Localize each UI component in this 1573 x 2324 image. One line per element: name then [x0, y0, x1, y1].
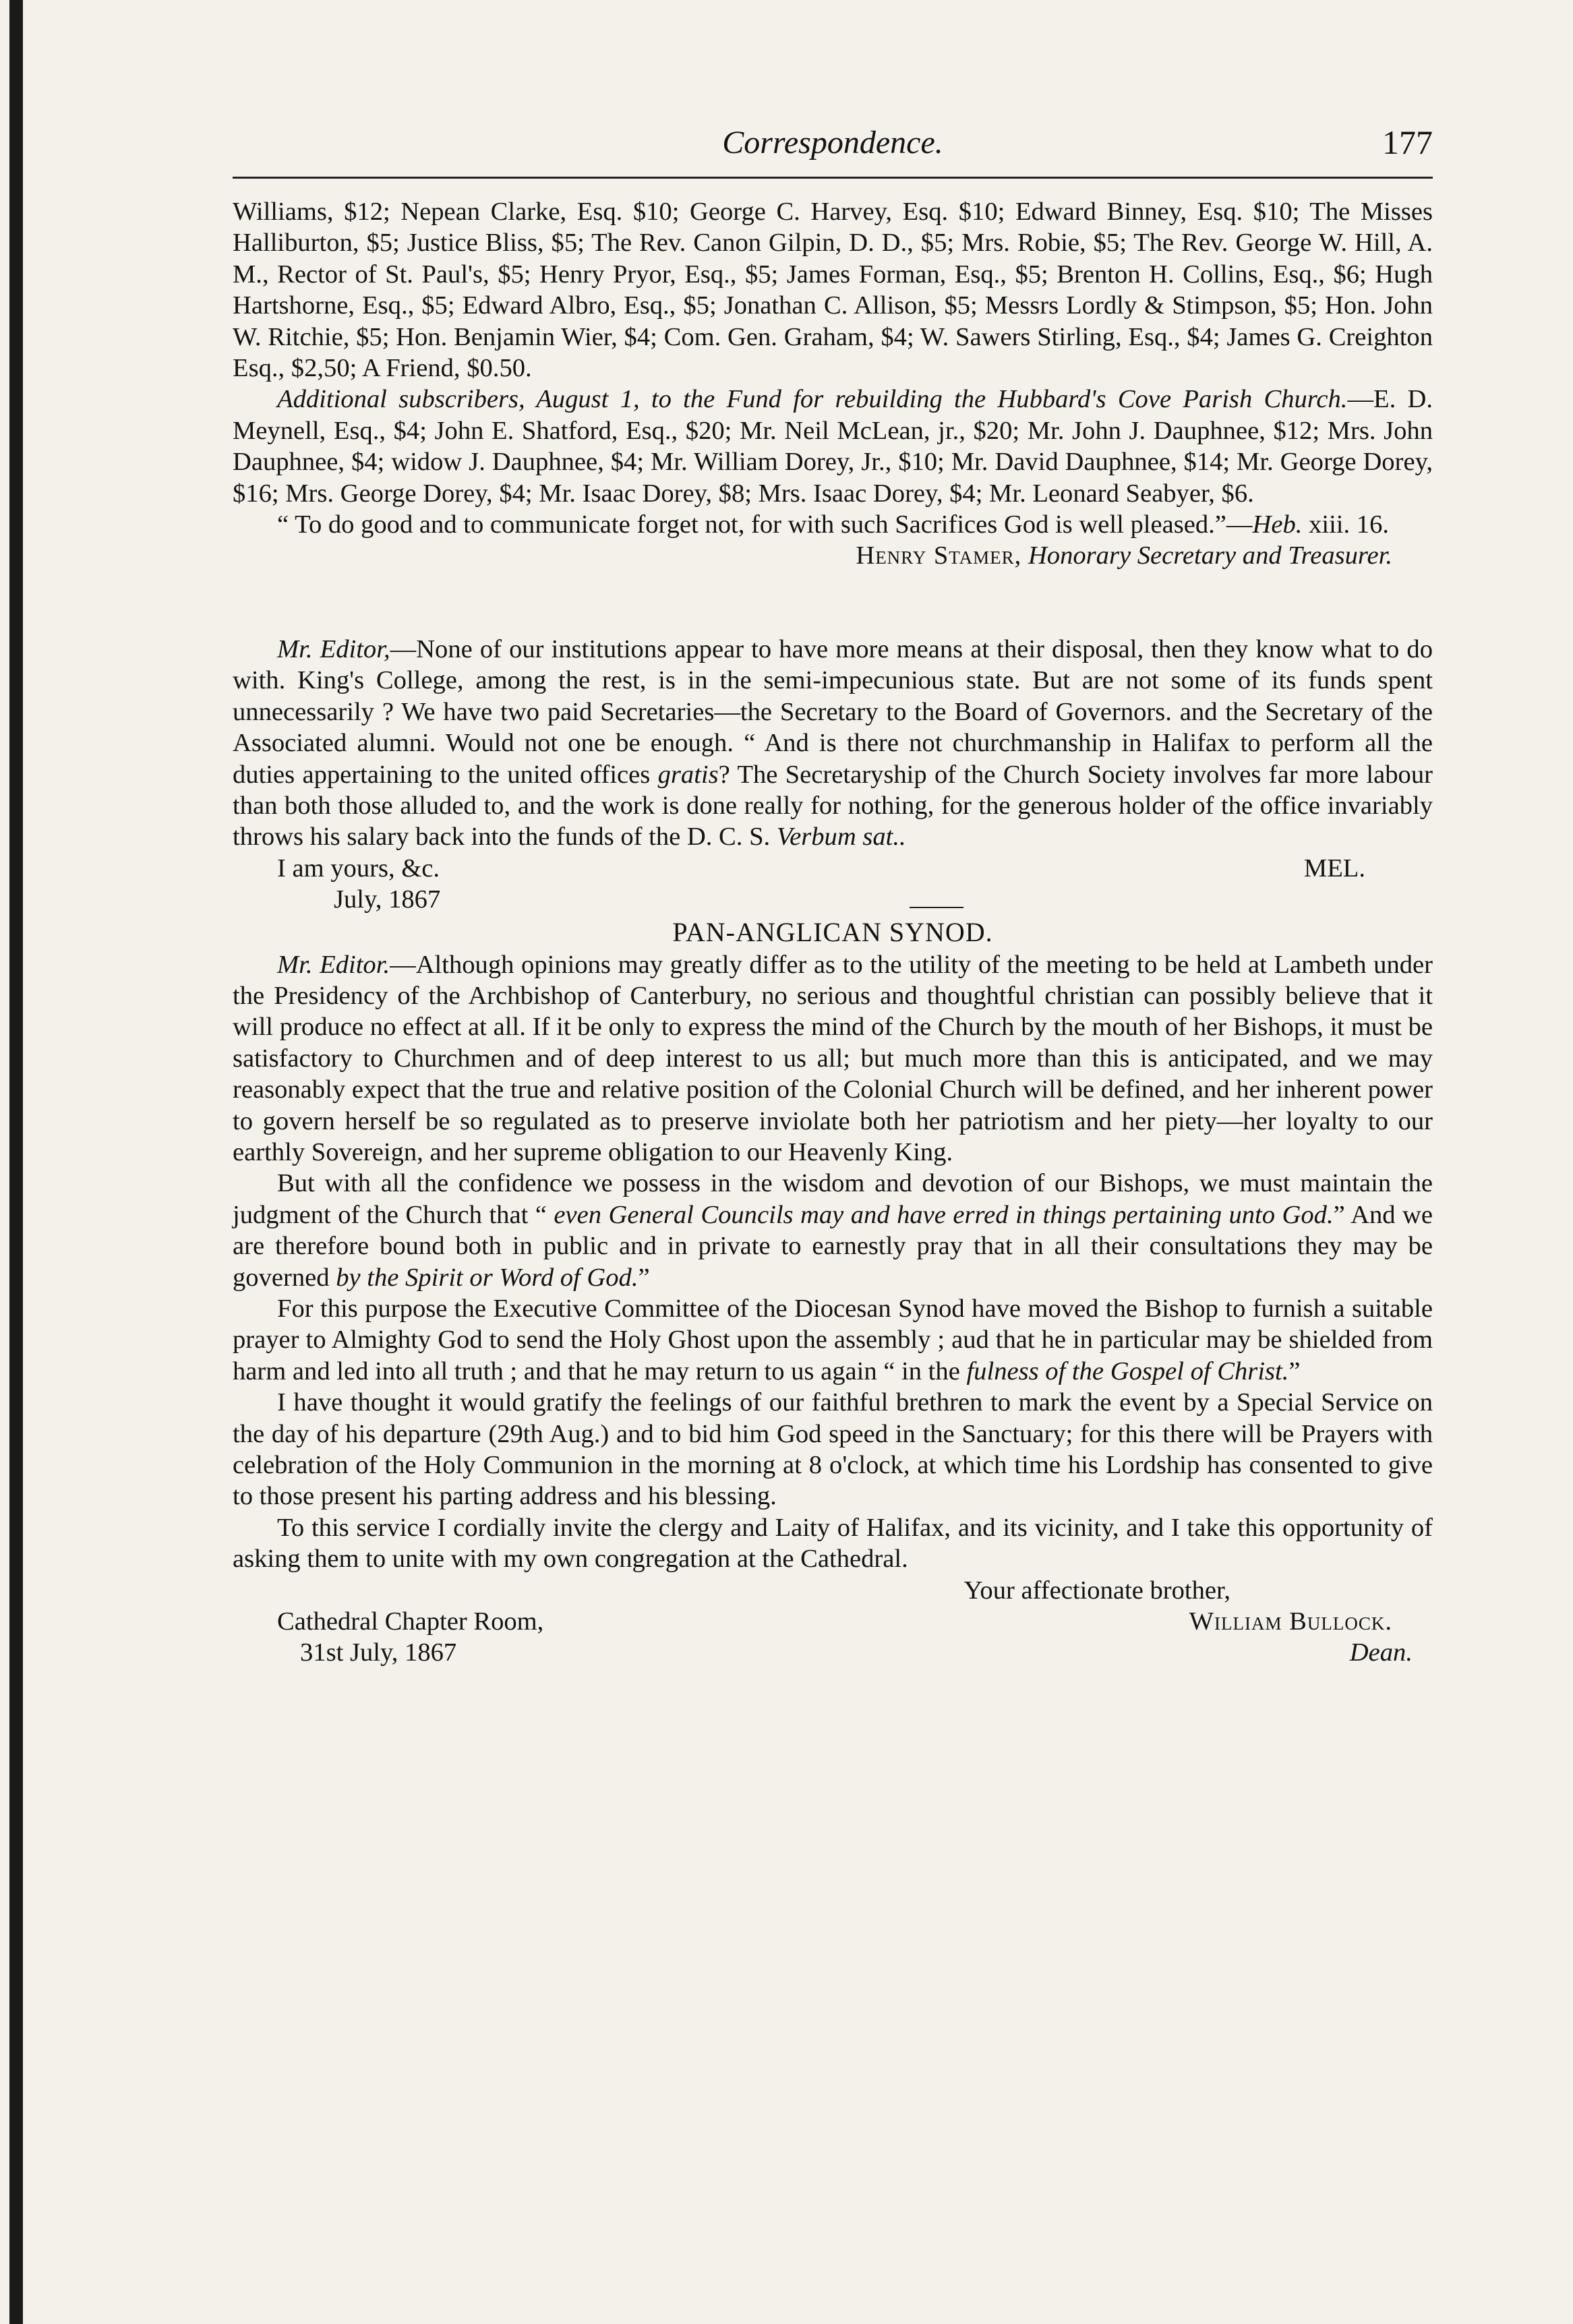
synod-p1-text: —Although opinions may greatly differ as to the utility of the meeting to be held at Lambeth under the Presidency of the Archbishop of Canterbury, no serious and thoughtful christian can possibly believe that it will produce no effect at all. If it be only to express the mind of the Church by the mouth of her Bishops, it must be satisfactory to Churchmen and of deep interest to us all; but much more than this is anticipated, and we may reasonably expect that the true and relative position of the Colonial Church will be defined, and her inherent power to govern herself be so regulated as to preserve inviolate both her patriotism and her piety—her loyalty to our earthly Sovereign, and her supreme obligation to our Heavenly King. [233, 950, 1433, 1166]
synod-p2-a: But with all the confidence we possess in the wisdom and devotion of our Bishops, we must maintain the judgment of the Church that “ [233, 1169, 1433, 1229]
section-gap [233, 572, 1433, 634]
running-title: Correspondence. [722, 125, 943, 160]
subscribers-list: Williams, $12; Nepean Clarke, Esq. $10; George C. Harvey, Esq. $10; Edward Binney, Esq. $10; The Misses Halliburton, $5; Justice Bliss, $5; The Rev. Canon Gilpin, D. D., $5; Mrs. Robie, $5; The Rev. George W. Hill, A. M., Rector of St. Paul's, $5; Henry Pryor, Esq., $5; James Forman, Esq., $5; Brenton H. Collins, Esq., $6; Hugh Hartshorne, Esq., $5; Edward Albro, Esq., $5; Jonathan C. Allison, $5; Messrs Lordly & Stimpson, $5; Hon. John W. Ritchie, $5; Hon. Benjamin Wier, $4; Com. Gen. Graham, $4; W. Sawers Stirling, Esq., $4; James G. Creighton Esq., $2,50; A Friend, $0.50. [233, 198, 1433, 383]
synod-paragraph-3 [233, 1293, 1433, 1387]
additional-subscribers-heading: Additional subscribers, August 1, to the Fund for rebuilding the Hubbard's Cove Parish Church. [277, 385, 1348, 414]
stamer-name: Henry Stamer, [856, 541, 1022, 570]
mel-letter-body [233, 634, 1433, 853]
synod-p2-quote: even General Councils may and have erred in things pertaining unto God. [554, 1200, 1334, 1229]
synod-closing: Your affectionate brother, [963, 1576, 1230, 1605]
synod-p2-b: ” And we are therefore bound both in public and in private to earnestly pray that in all their consultations they may be governed [233, 1200, 1433, 1292]
synod-paragraph-5: To this service I cordially invite the clergy and Laity of Halifax, and its vicinity, and I take this opportunity of asking them to unite with my own congregation at the Cathedral. [233, 1513, 1433, 1574]
mel-closing-row [233, 853, 1433, 884]
divider-wrap [440, 884, 1433, 915]
scripture-ref-verse: xiii. 16. [1302, 510, 1390, 539]
page-number: 177 [1382, 123, 1433, 161]
scripture-quote [233, 509, 1433, 540]
synod-p2-spirit: by the Spirit or Word of God. [336, 1263, 639, 1292]
scripture-ref-book: Heb. [1252, 510, 1303, 539]
book-spine-shadow [9, 0, 23, 2324]
mel-body-2: ? The Secretaryship of the Church Society involves far more labour than both those alluded to, and the work is done really for nothing, for the generous holder of the office invariably throws his salary back into the funds of the D. C. S. [233, 760, 1433, 852]
synod-paragraph-1 [233, 949, 1433, 1168]
synod-paragraph-4: I have thought it would gratify the feelings of our faithful brethren to mark the event by a Special Service on the day of his departure (29th Aug.) and to bid him God speed in the Sanctuary; for this there will be Prayers with celebration of the Holy Communion in the morning at 8 o'clock, at which time his Lordship has consented to give to those present his parting address and his blessing. [233, 1388, 1433, 1511]
synod-date-row [233, 1637, 1433, 1668]
additional-subscribers-list: —E. D. Meynell, Esq., $4; John E. Shatford, Esq., $20; Mr. Neil McLean, jr., $20; Mr. John J. Dauphnee, $12; Mrs. John Dauphnee, $4; widow J. Dauphnee, $4; Mr. William Dorey, Jr., $10; Mr. David Dauphnee, $14; Mr. George Dorey, $16; Mrs. George Dorey, $4; Mr. Isaac Dorey, $8; Mrs. Isaac Dorey, $4; Mr. Leonard Seabyer, $6. [233, 385, 1433, 508]
synod-p3-quote: fulness of the Gospel of Christ. [966, 1357, 1289, 1386]
running-head [233, 115, 1433, 177]
synod-office: Dean. [1349, 1638, 1413, 1667]
synod-date: 31st July, 1867 [300, 1638, 457, 1667]
mel-signature: MEL. [1303, 854, 1365, 883]
synod-place: Cathedral Chapter Room, [277, 1607, 544, 1636]
synod-p2-c: ” [638, 1263, 650, 1292]
additional-subscribers [233, 384, 1433, 509]
synod-paragraph-2 [233, 1168, 1433, 1293]
synod-p3-a: For this purpose the Executive Committee of the Diocesan Synod have moved the Bishop to furnish a suitable prayer to Almighty God to send the Holy Ghost upon the assembly ; aud that he in particular may be shielded from harm and led into all truth ; and that he may return to us again “ in the [233, 1294, 1433, 1386]
scripture-quote-text: “ To do good and to communicate forget not, for with such Sacrifices God is well pleased.”— [277, 510, 1253, 539]
mel-date-row [233, 884, 1433, 915]
synod-place-row [233, 1606, 1433, 1637]
header-rule [233, 177, 1433, 179]
stamer-signature [233, 540, 1433, 571]
mel-closing: I am yours, &c. [277, 854, 440, 883]
synod-p3-b: ” [1288, 1357, 1301, 1386]
stamer-title: Honorary Secretary and Treasurer. [1028, 541, 1392, 570]
synod-salutation: Mr. Editor. [277, 950, 390, 979]
mel-body-1: —None of our institutions appear to have more means at their disposal, then they know what to do with. King's College, among the rest, is in the semi-impecunious state. But are not some of its funds spent unnecessarily ? We have two paid Secretaries—the Secretary to the Board of Governors. and the Secretary of the Associated alumni. Would not one be enough. “ And is there not churchmanship in Halifax to perform all the duties appertaining to the united offices [233, 634, 1433, 789]
synod-closing-row [233, 1575, 1433, 1606]
mel-verbum-sat: Verbum sat.. [776, 823, 906, 852]
mel-date: July, 1867 [334, 885, 441, 914]
mel-salutation: Mr. Editor, [277, 634, 390, 663]
section-divider [910, 907, 963, 908]
synod-signature: William Bullock. [1189, 1607, 1392, 1636]
page-content [233, 115, 1433, 1669]
mel-gratis: gratis [657, 760, 719, 789]
synod-heading: PAN-ANGLICAN SYNOD. [672, 916, 993, 947]
